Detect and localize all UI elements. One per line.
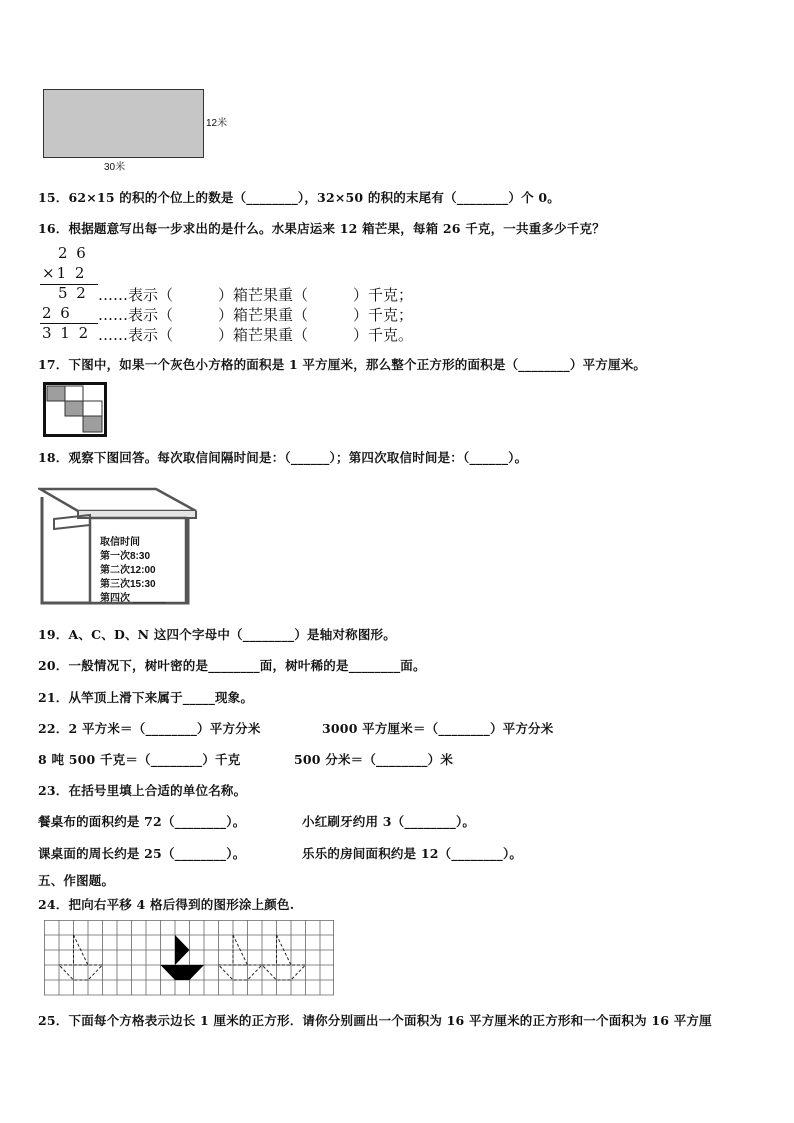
- question-25: 25．下面每个方格表示边长 1 厘米的正方形．请你分别画出一个面积为 16 平方厘米的正方形和一个面积为 16 平方厘: [38, 1013, 712, 1028]
- boat-grid-figure: [44, 920, 334, 996]
- question-22c: 8 吨 500 千克＝（________）千克: [38, 752, 241, 767]
- question-16: 16．根据题意写出每一步求出的是什么。水果店运来 12 箱芒果，每箱 26 千克，一共重多少千克？: [38, 221, 605, 236]
- question-22b: 3000 平方厘米＝（________）平方分米: [322, 721, 554, 736]
- mailbox-line-3: 第三次15:30: [100, 579, 156, 590]
- section-5-title: 五、作图题。: [38, 873, 115, 888]
- calc-row-5-desc: ……表示（ ）箱芒果重（ ）千克。: [98, 326, 414, 344]
- question-17: 17．下图中，如果一个灰色小方格的面积是 1 平方厘米，那么整个正方形的面积是（________）平方厘米。: [38, 357, 647, 372]
- question-23a: 餐桌布的面积约是 72（________）。: [38, 814, 246, 829]
- mailbox-line-2: 第二次12:00: [100, 565, 156, 576]
- calc-row-3-desc: ……表示（ ）箱芒果重（ ）千克；: [98, 286, 414, 304]
- question-15: 15．62×15 的积的个位上的数是（________），32×50 的积的末尾有（________）个 0。: [38, 190, 560, 205]
- question-21: 21．从竿顶上滑下来属于_____现象。: [38, 690, 254, 705]
- mailbox-title: 取信时间: [100, 537, 140, 548]
- rect-width-label: 30米: [104, 162, 126, 173]
- question-22d: 500 分米＝（________）米: [294, 752, 454, 767]
- calc-row-3: 5 2: [58, 284, 88, 302]
- calc-row-5: 3 1 2: [42, 324, 91, 342]
- question-19: 19．A、C、D、N 这四个字母中（________）是轴对称图形。: [38, 627, 396, 642]
- mailbox-line-1: 第一次8:30: [100, 551, 151, 562]
- mailbox-line-4: 第四次 ______: [100, 593, 167, 604]
- question-23b: 小红刷牙约用 3（________）。: [302, 814, 476, 829]
- question-23: 23．在括号里填上合适的单位名称。: [38, 783, 247, 798]
- question-22a: 22．2 平方米＝（________）平方分米: [38, 721, 261, 736]
- question-18: 18．观察下图回答。每次取信间隔时间是：（______）；第四次取信时间是：（______）。: [38, 450, 528, 465]
- question-24: 24．把向右平移 4 格后得到的图形涂上颜色.: [38, 897, 295, 912]
- calc-row-1: 2 6: [58, 244, 88, 262]
- question-23c: 课桌面的周长约是 25（________）。: [38, 846, 246, 861]
- rectangle-figure: [43, 89, 204, 158]
- calc-row-4-desc: ……表示（ ）箱芒果重（ ）千克；: [98, 306, 414, 324]
- calc-row-2: ×1 2: [42, 264, 87, 282]
- question-20: 20．一般情况下，树叶密的是________面，树叶稀的是________面。: [38, 658, 426, 673]
- square-grid-figure: [43, 382, 107, 437]
- question-23d: 乐乐的房间面积约是 12（________）。: [302, 846, 523, 861]
- rect-height-label: 12米: [206, 118, 228, 129]
- calc-row-4: 2 6: [42, 304, 72, 322]
